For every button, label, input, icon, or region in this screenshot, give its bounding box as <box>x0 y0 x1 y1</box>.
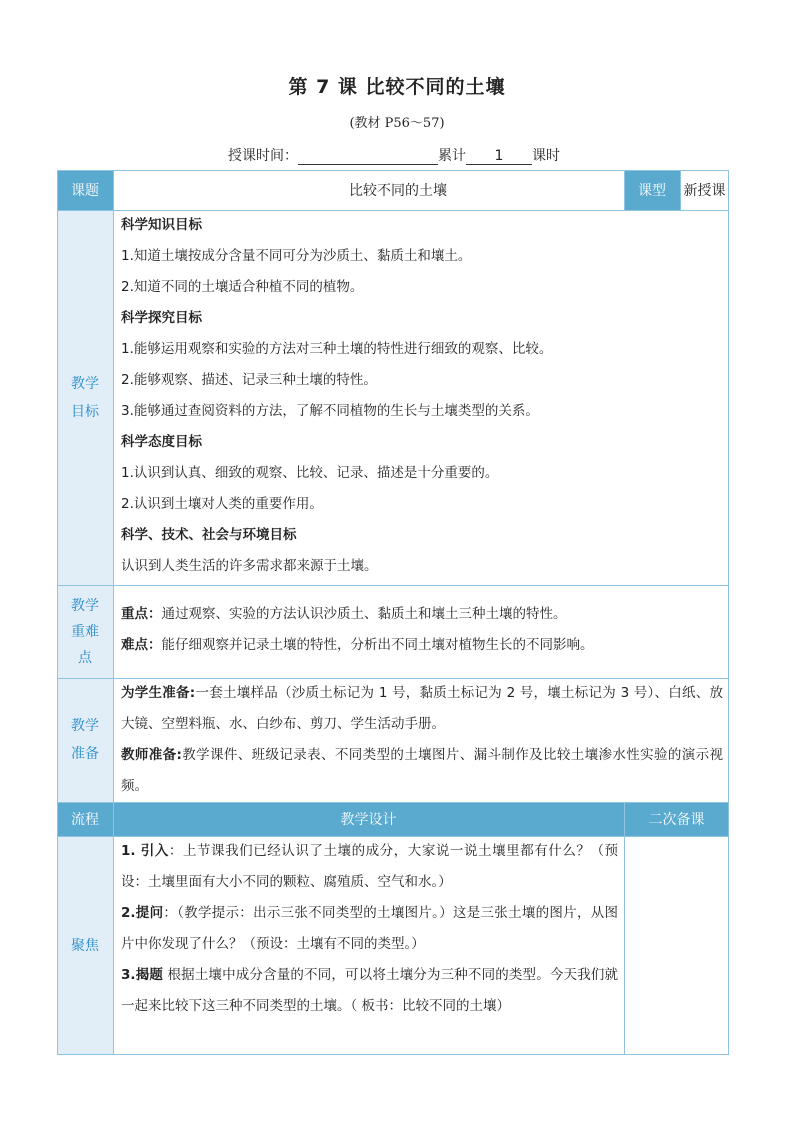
step1-title: 引入 <box>140 843 169 859</box>
difficulty-text: 能仔细观察并记录土壤的特性，分析出不同土壤对植物生长的不同影响。 <box>161 637 594 653</box>
keypoints-content <box>113 585 729 678</box>
objectives-content <box>113 210 729 585</box>
key-text: 通过观察、实验的方法认识沙质土、黏质土和壤土三种土壤的特性。 <box>161 606 567 622</box>
table-border <box>624 802 625 1055</box>
table-border <box>680 170 681 210</box>
knowledge-heading: 科学知识目标 <box>121 217 202 233</box>
table-border <box>624 170 625 210</box>
type-value: 新授课 <box>683 183 726 199</box>
lesson-plan-table <box>57 170 729 1055</box>
type-label: 课型 <box>624 170 680 210</box>
table-border <box>57 836 729 837</box>
revise-cell <box>624 836 729 1055</box>
revise-header: 二次备课 <box>624 802 729 836</box>
keypoints-label: 教学 重难 点 <box>57 585 113 678</box>
attitude-heading: 科学态度目标 <box>121 434 202 450</box>
topic-label: 课题 <box>57 170 113 210</box>
objective-item: 1.认识到认真、细致的观察、比较、记录、描述是十分重要的。 <box>121 465 499 481</box>
focus-content <box>113 836 624 1055</box>
step3-text: 根据土壤中成分含量的不同，可以将土壤分为三种不同的类型。今天我们就一起来比较下这三种不同类型的土壤。（ 板书：比较不同的土壤） <box>121 967 619 1014</box>
objective-item: 认识到人类生活的许多需求都来源于土壤。 <box>121 558 378 574</box>
table-border <box>57 678 729 679</box>
table-border <box>57 170 58 1055</box>
time-label: 授课时间： <box>228 148 298 164</box>
table-border <box>113 170 114 1055</box>
teacher-prep-label: 教师准备: <box>121 747 182 763</box>
lesson-title: 第 7 课 比较不同的土壤 <box>288 76 506 98</box>
objective-item: 3.能够通过查阅资料的方法，了解不同植物的生长与土壤类型的关系。 <box>121 403 539 419</box>
objective-item: 2.能够观察、描述、记录三种土壤的特性。 <box>121 372 377 388</box>
step1-number: 1. <box>121 843 141 859</box>
table-border <box>57 210 729 211</box>
preparation-content <box>113 678 729 802</box>
topic-value: 比较不同的土壤 <box>349 183 447 199</box>
step3-number: 3. <box>121 967 136 983</box>
total-label: 累计 <box>438 148 466 164</box>
flow-header: 流程 <box>57 802 113 836</box>
student-prep-text: 一套土壤样品（沙质土标记为 1 号，黏质土标记为 2 号，壤土标记为 3 号）、白纸、放大镜、空塑料瓶、水、白纱布、剪刀、学生活动手册。 <box>121 685 723 732</box>
step2-text: ：（教学提示：出示三张不同类型的土壤图片。）这是三张土壤的图片，从图片中你发现了什么？（预设：土壤有不同的类型。） <box>121 905 619 952</box>
preparation-label: 教学 准备 <box>57 678 113 802</box>
teacher-prep-text: 教学课件、班级记录表、不同类型的土壤图片、漏斗制作及比较土壤渗水性实验的演示视频。 <box>121 747 724 794</box>
inquiry-heading: 科学探究目标 <box>121 310 202 326</box>
class-time-line <box>228 145 560 165</box>
objective-item: 1.知道土壤按成分含量不同可分为沙质土、黏质土和壤土。 <box>121 248 472 264</box>
design-header: 教学设计 <box>113 802 624 836</box>
key-label: 重点： <box>121 606 162 622</box>
table-border <box>57 802 729 803</box>
step1-text: ：上节课我们已经认识了土壤的成分，大家说一说土壤里都有什么？（预设：土壤里面有大小不同的颗粒、腐殖质、空气和水。） <box>121 843 618 890</box>
total-value: 1 <box>466 148 532 165</box>
objective-item: 1.能够运用观察和实验的方法对三种土壤的特性进行细致的观察、比较。 <box>121 341 553 357</box>
objectives-label: 教学 目标 <box>57 210 113 585</box>
time-blank <box>298 148 438 165</box>
student-prep-label: 为学生准备: <box>121 685 196 701</box>
step2-title: 提问 <box>135 905 164 921</box>
objective-item: 2.知道不同的土壤适合种植不同的植物。 <box>121 279 364 295</box>
difficulty-label: 难点： <box>121 637 162 653</box>
sts-heading: 科学、技术、社会与环境目标 <box>121 527 297 543</box>
unit-label: 课时 <box>532 148 560 164</box>
textbook-reference: (教材 P56～57) <box>349 116 445 131</box>
table-border <box>728 170 729 1055</box>
table-border <box>57 1054 729 1055</box>
focus-label: 聚焦 <box>57 836 113 1055</box>
table-border <box>57 170 729 171</box>
step3-title: 揭题 <box>135 967 164 983</box>
table-border <box>57 585 729 586</box>
objective-item: 2.认识到土壤对人类的重要作用。 <box>121 496 323 512</box>
step2-number: 2. <box>121 905 136 921</box>
